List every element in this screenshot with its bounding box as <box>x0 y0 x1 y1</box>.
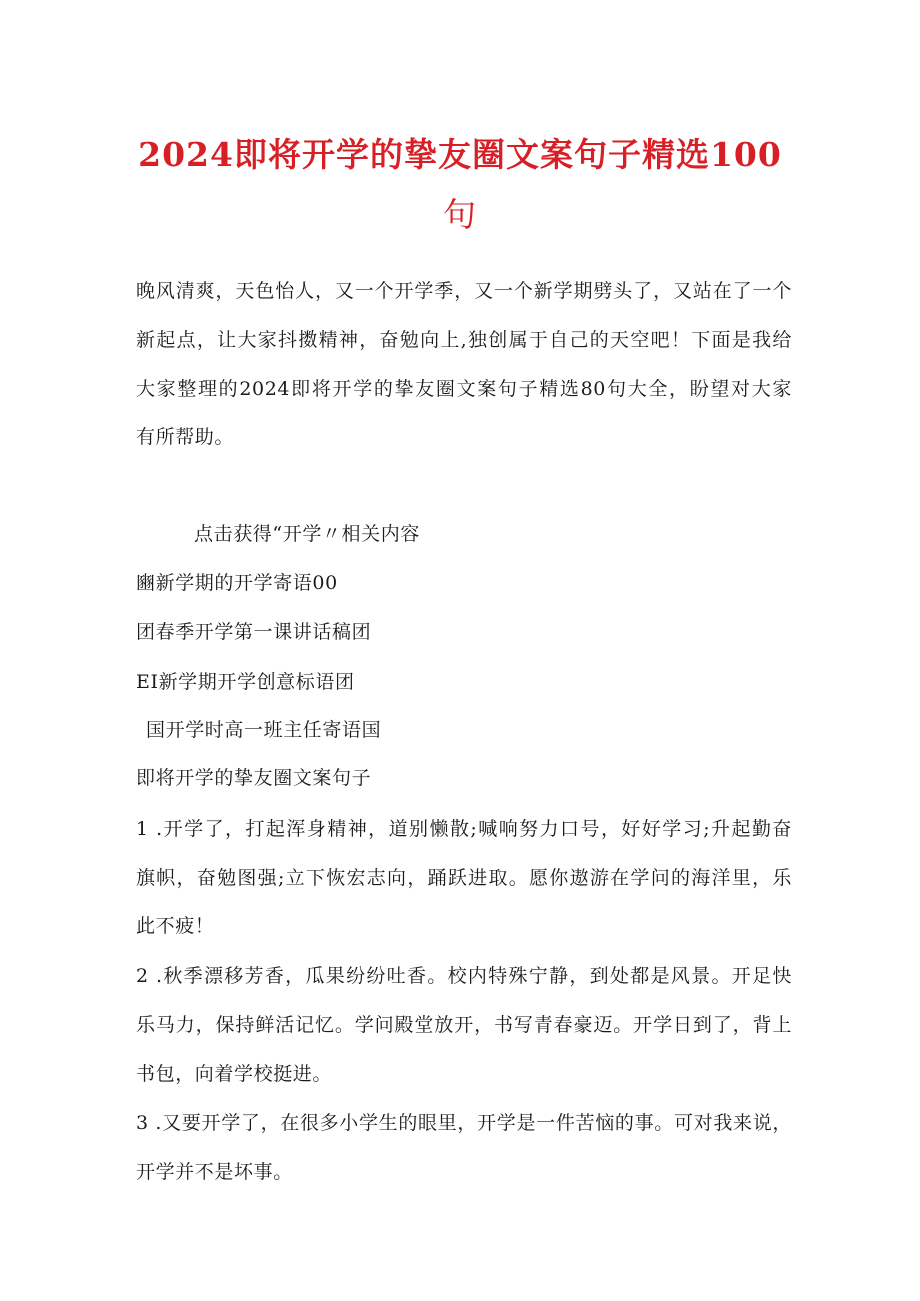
related-link-3[interactable]: EI新学期开学创意标语团 <box>136 671 355 693</box>
item-1-line: 此不疲！ <box>136 915 215 937</box>
item-1-line: 1 .开学了，打起浑身精神，道别懒散;喊响努力口号，好好学习;升起勤奋 <box>136 818 792 840</box>
intro-line: 大家整理的2024即将开学的挚友圈文案句子精选80句大全，盼望对大家 <box>136 378 792 400</box>
item-3-line: 开学并不是坏事。 <box>136 1161 293 1183</box>
related-link-5[interactable]: 即将开学的挚友圈文案句子 <box>136 767 372 789</box>
intro-line: 晚风清爽，天色怡人，又一个开学季，又一个新学期劈头了，又站在了一个 <box>136 280 792 302</box>
related-link-2[interactable]: 团春季开学第一课讲话稿团 <box>136 621 372 643</box>
related-link-1[interactable]: 豳新学期的开学寄语00 <box>136 572 338 594</box>
document-title-line-2: 句 <box>443 195 477 234</box>
related-link-4[interactable]: 国开学时高一班主任寄语国 <box>146 719 382 741</box>
item-3-line: 3 .又要开学了，在很多小学生的眼里，开学是一件苦恼的事。可对我来说， <box>136 1112 792 1134</box>
item-2-line: 书包，向着学校挺进。 <box>136 1063 333 1085</box>
item-2-line: 2 .秋季漂移芳香，瓜果纷纷吐香。校内特殊宁静，到处都是风景。开足快 <box>136 965 792 987</box>
related-heading: 点击获得“开学〃相关内容 <box>194 523 420 545</box>
item-2-line: 乐马力，保持鲜活记忆。学问殿堂放开，书写青春豪迈。开学日到了，背上 <box>136 1014 792 1036</box>
document-title-line-1: 2024即将开学的挚友圈文案句子精选100 <box>138 135 782 174</box>
item-1-line: 旗帜，奋勉图强;立下恢宏志向，踊跃进取。愿你遨游在学问的海洋里，乐 <box>136 867 792 889</box>
intro-line: 新起点，让大家抖擞精神，奋勉向上,独创属于自己的天空吧！下面是我给 <box>136 329 792 351</box>
intro-line: 有所帮助。 <box>136 426 235 448</box>
